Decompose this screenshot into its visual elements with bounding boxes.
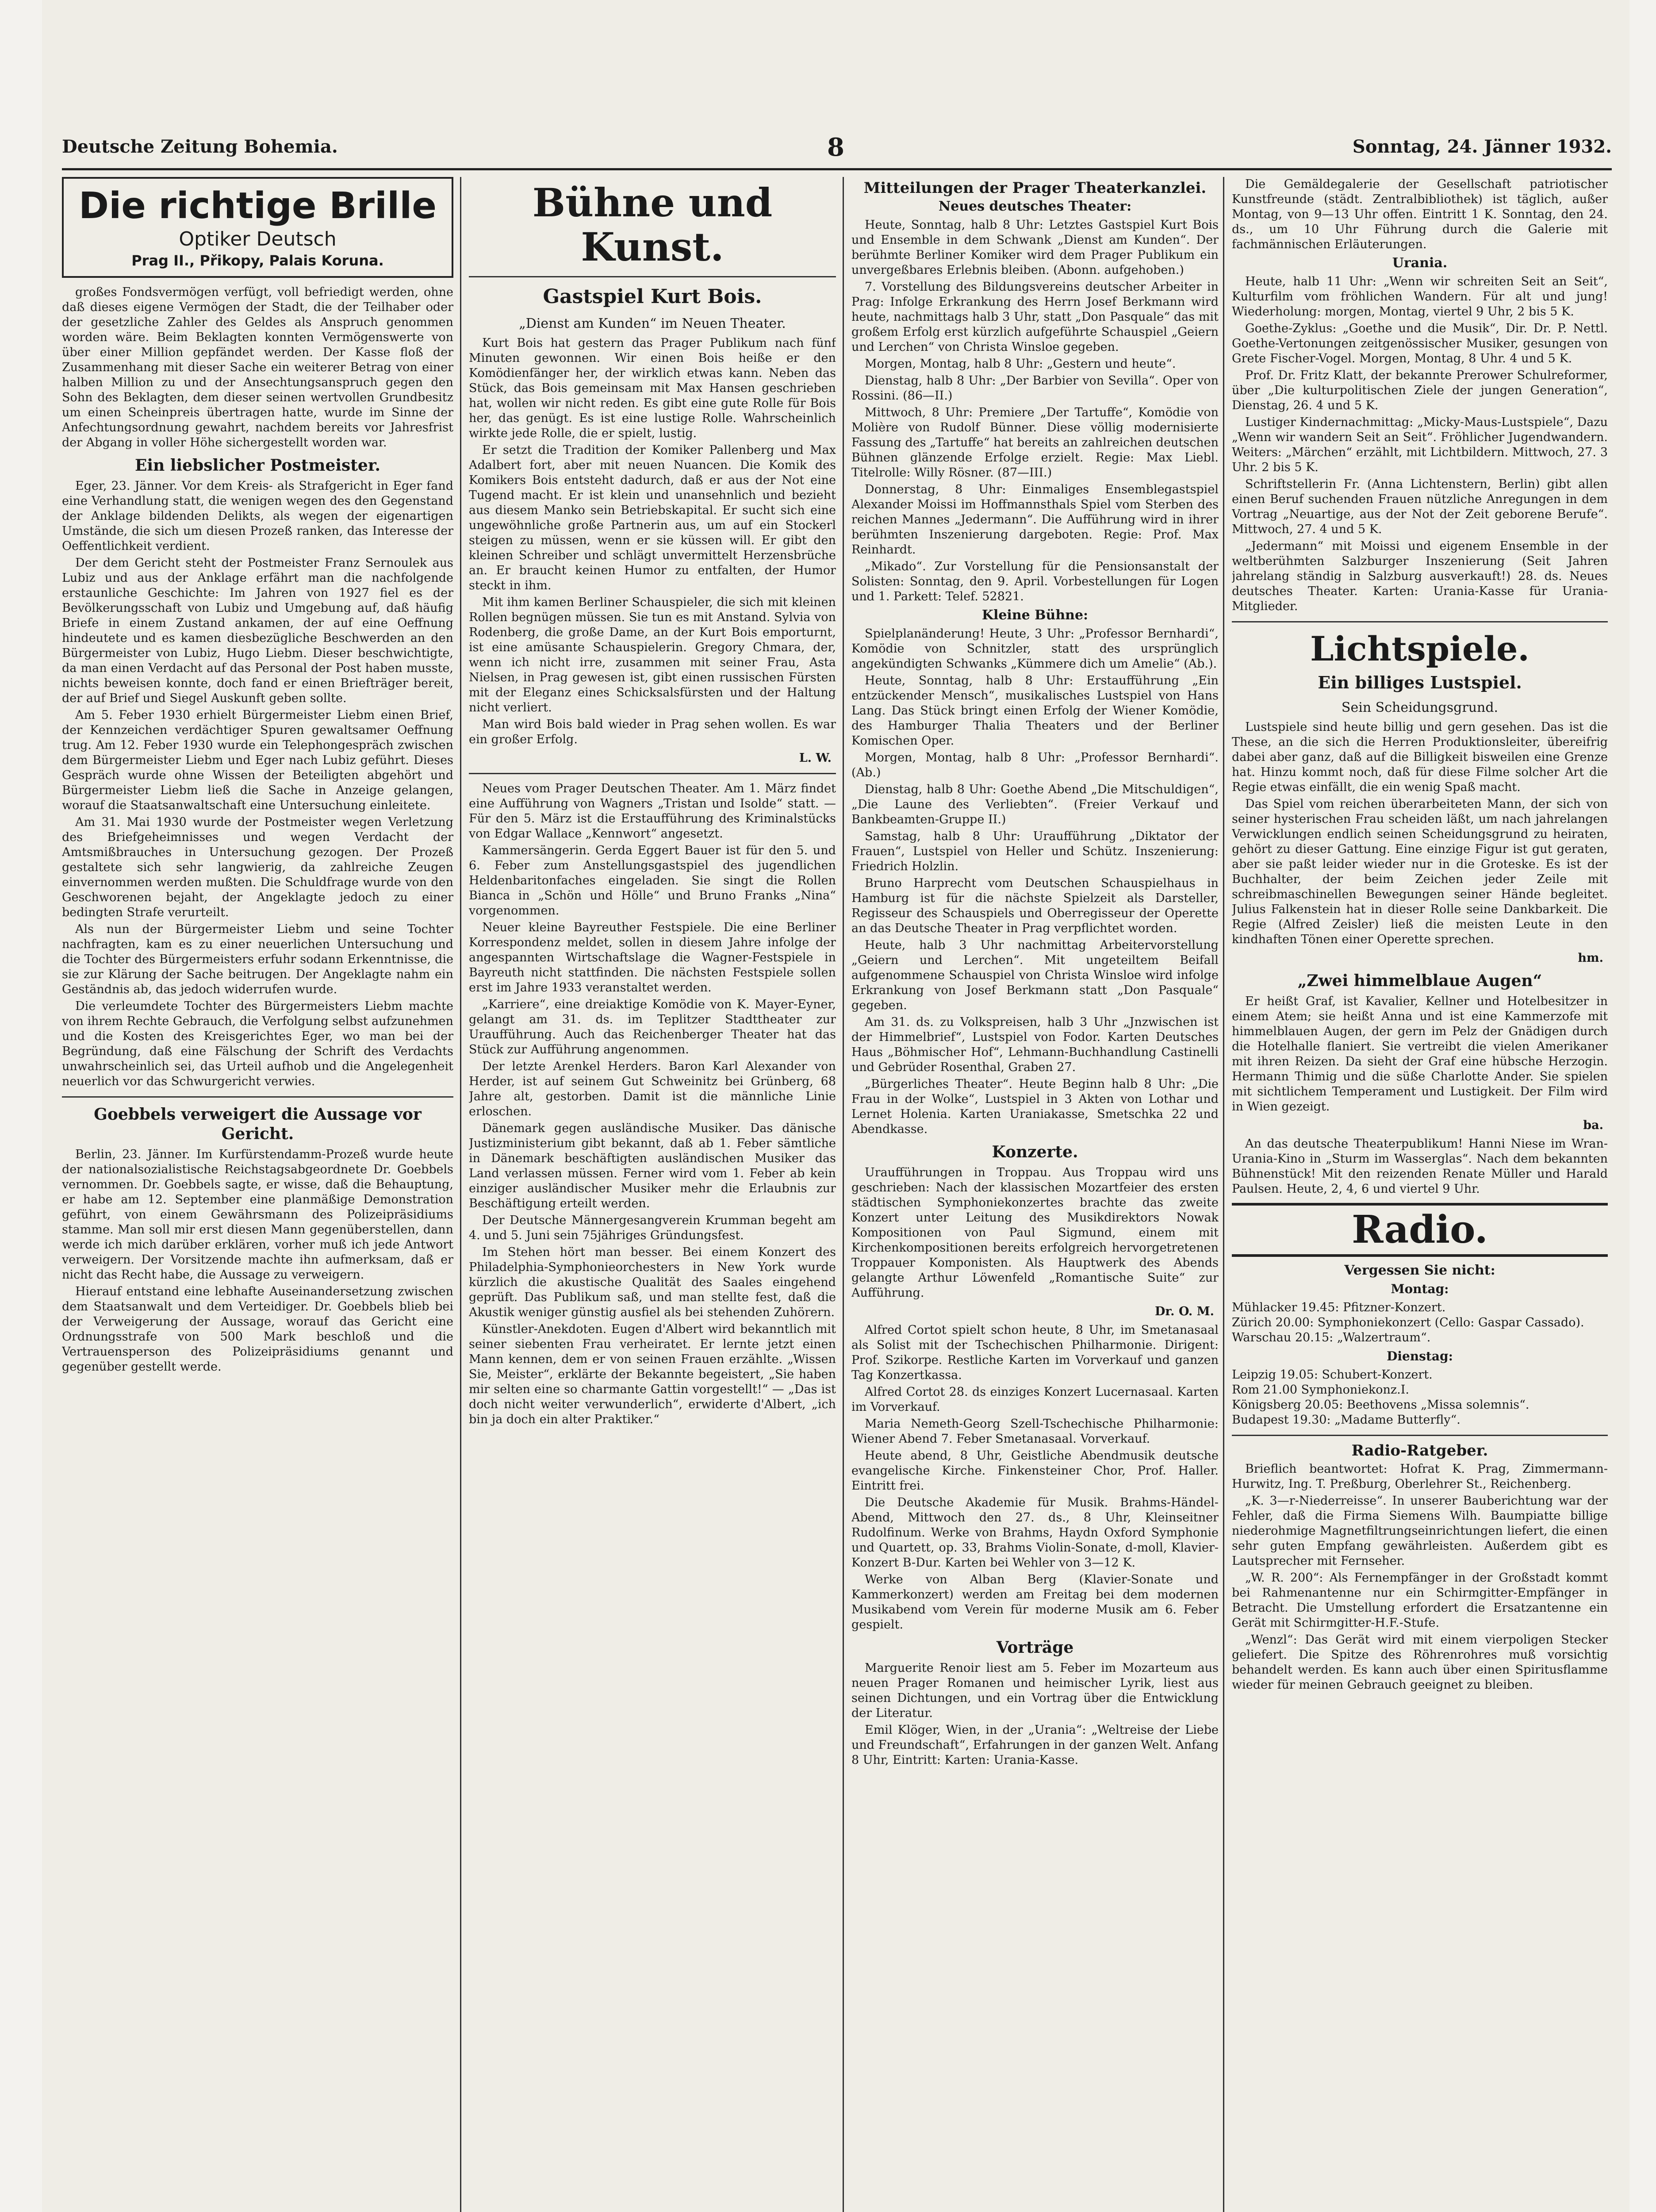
header-rule	[62, 168, 1612, 170]
radio-advisor-heading: Radio-Ratgeber.	[1351, 1442, 1488, 1459]
article-text: „Karriere“, eine dreiaktige Komödie von K. Mayer-Eyner, gelangt am 31. ds. im Teplitzer Stadttheater zur Uraufführung. Auch das Reichenberger Theater hat das Stück zur Aufführung angenommen.	[469, 998, 836, 1056]
divider	[62, 1096, 453, 1098]
radio-subheading: Vergessen Sie nicht:	[1344, 1263, 1495, 1278]
article-text: Donnerstag, 8 Uhr: Einmaliges Ensemblegastspiel Alexander Moissi im Hoffmannsthals Spiel vom Sterben des reichen Mannes „Jedermann“. Die Aufführung wird in ihrer berühmten Inszenierung dargeboten. Regie: Prof. Max Reinhardt.	[851, 483, 1219, 557]
radio-day-heading: Montag:	[1391, 1282, 1449, 1296]
article-text: großes Fondsvermögen verfügt, voll befriedigt werden, ohne daß dieses eigene Vermögen der Stadt, die der Teilhaber oder der gesetzliche Zahler des Geldes als Anspruch genommen worden wäre. Beim Beklagten konnten Vermögenswerte von über einer Million gepfändet werden. Der Kasse floß der Zusammenhang mit dieser Sache ein weiterer Betrag von einer halben Million zu und der Ansechtungsanspruch gegen den Sohn des Beklagten, dem dieser seinen wertvollen Grundbesitz um einen Scheinpreis übertragen hatte, wurde im Sinne der Anfechtungsordnung gewahrt, nachdem bereits vor Jahresfrist der Abgang in voller Höhe sichergestellt worden war.	[62, 285, 453, 449]
article-text: Lustiger Kindernachmittag: „Micky-Maus-Lustspiele“, Dazu „Wenn wir wandern Seit an Seit“. Fröhlicher Jugendwandern. Weiters: „Märchen“ erzählt, mit Lichtbildern. Mittwoch, 27. 3 Uhr. 2 bis 5 K.	[1232, 415, 1608, 474]
article-heading: Gastspiel Kurt Bois.	[543, 285, 762, 308]
article-text: Am 31. Mai 1930 wurde der Postmeister wegen Verletzung des Briefgeheimnisses und wegen Verdacht der Amtsmißbrauches in Untersuchung gezogen. Der Prozeß gestaltete sich sehr langwierig, da zahlreiche Zeugen einvernommen werden mußten. Die Schuldfrage wurde von den Geschworenen bejaht, der Angeklagte jedoch zu einer bedingten Strafe verurteilt.	[62, 815, 453, 919]
column-rule	[460, 177, 461, 2212]
section-title: Bühne und Kunst.	[532, 180, 773, 270]
article-text: Dienstag, halb 8 Uhr: Goethe Abend „Die Mitschuldigen“, „Die Laune des Verliebten“. (Freier Verkauf und Bankbeamten-Gruppe II.)	[851, 783, 1219, 826]
article-text: An das deutsche Theaterpublikum! Hanni Niese im Wran-Urania-Kino in „Sturm im Wasserglas“. Nach dem bekannten Bühnenstück! Mit den reizenden Renate Müller und Harald Paulsen. Heute, 2, 4, 6 und viertel 9 Uhr.	[1232, 1137, 1608, 1196]
article-text: Hierauf entstand eine lebhafte Auseinandersetzung zwischen dem Staatsanwalt und dem Verteidiger. Dr. Goebbels blieb bei der Verweigerung der Aussage, worauf das Gericht eine Ordnungsstrafe von 500 Mark beschloß und die Vertrauensperson des Polizeipräsidiums genannt und gegenüber gestellt werde.	[62, 1285, 453, 1374]
article-text: Spielplanänderung! Heute, 3 Uhr: „Professor Bernhardi“, Komödie von Schnitzler, statt des ursprünglich angekündigten Schwanks „Kümmere dich um Amelie“ (Ab.).	[851, 627, 1219, 671]
column-3	[851, 177, 1219, 2212]
article-text: Er heißt Graf, ist Kavalier, Kellner und Hotelbesitzer in einem Atem; sie heißt Anna und ist eine Kammerzofe mit himmelblauen Augen, der gern im Pelz der Gnädigen durch die Hotelhalle flaniert. Sie vertreibt die vielen Amerikaner mit ihren Reizen. Da sieht der Graf eine hübsche Herzogin. Hermann Thimig und die süße Charlotte Ander. Sie spielen mit sichtlichem Temperament und Lustigkeit. Der Film wird in Wien gezeigt.	[1232, 995, 1608, 1114]
article-text: Alfred Cortot spielt schon heute, 8 Uhr, im Smetanasaal als Solist mit der Tschechischen Philharmonie. Dirigent: Prof. Szikorpe. Restliche Karten im Vorverkauf und ganzen Tag Konzertkassa.	[851, 1323, 1219, 1382]
article-text: Heute, halb 3 Uhr nachmittag Arbeitervorstellung „Geiern und Lerchen“. Mit ungeteiltem Beifall aufgenommene Schauspiel von Christa Winsloe wird infolge Erkrankung von Josef Berkmann statt „Don Pasquale“ gegeben.	[851, 938, 1219, 1012]
divider	[469, 773, 836, 774]
divider	[1232, 1435, 1608, 1436]
article-text: Schriftstellerin Fr. (Anna Lichtenstern, Berlin) gibt allen einen Beruf suchenden Frauen nützliche Anregungen in dem Vortrag „Neuartige, aus der Not der Zeit geborene Berufe“. Mittwoch, 27. 4 und 5 K.	[1232, 477, 1608, 536]
article-text: Alfred Cortot 28. ds einziges Konzert Lucernasaal. Karten im Vorverkauf.	[851, 1385, 1219, 1414]
article-text: Künstler-Anekdoten. Eugen d'Albert wird bekanntlich mit seiner siebenten Frau verheiratet. Er lernte jetzt einen Mann kennen, dem er von seinen Frauen erzählte. „Wissen Sie, Meister“, erklärte der Bekannte begeistert, „Sie haben mir selten eine so charmante Gattin vorgestellt!“ — „Das ist doch nicht weiter verwunderlich“, erwiderte d'Albert, „ich bin ja doch ein alter Praktiker.“	[469, 1322, 836, 1426]
author-signature: ba.	[1583, 1118, 1603, 1132]
page-margin-left	[0, 0, 42, 2212]
divider	[1232, 621, 1608, 622]
article-text: Das Spiel vom reichen überarbeiteten Mann, der sich von seiner hysterischen Frau scheiden läßt, um nach jahrelangen Verwicklungen endlich seinen Scheidungsgrund zu heiraten, gehört zu dieser Gattung. Eine einzige Figur ist gut geraten, aber sie paßt leider wieder nur in die Groteske. Es ist der Buchhalter, der beim Zeichen jeder Zeile mit schreibmaschinellen Bewegungen seiner Hände begleitet. Julius Falkenstein hat in dieser Rolle seine Dankbarkeit. Die Regie (Alfred Zeisler) ließ die meisten Leute in den kindhaften Tönen einer Operette sprechen.	[1232, 797, 1608, 946]
issue-date: Sonntag, 24. Jänner 1932.	[1352, 136, 1612, 157]
article-text: Werke von Alban Berg (Klavier-Sonate und Kammerkonzert) werden am Freitag bei dem modernen Musikabend vom Verein für moderne Musik am 6. Feber gespielt.	[851, 1573, 1219, 1632]
article-text: Brieflich beantwortet: Hofrat K. Prag, Zimmermann-Hurwitz, Ing. T. Preßburg, Oberlehrer St., Reichenberg.	[1232, 1462, 1608, 1491]
radio-section-title: Radio.	[1232, 1203, 1608, 1257]
article-text: Im Stehen hört man besser. Bei einem Konzert des Philadelphia-Symphonieorchesters in New York wurde kürzlich die akustische Qualität des Saales eingehend geprüft. Das Publikum saß, und man stellte fest, daß die Akustik weniger günstig ausfiel als bei stehenden Zuhörern.	[469, 1245, 836, 1319]
page-margin-right	[1629, 0, 1656, 2212]
optician-ad	[62, 177, 453, 278]
article-text: „K. 3—r-Niederreisse“. In unserer Bauberichtung war der Fehler, daß die Firma Siemens Wilh. Baumpiatte billige niederohmige Magnetfiltrungseinrichtungen liefert, die einen sehr guten Empfang gewährleisten. Außerdem gibt es Lautsprecher mit Fernseher.	[1232, 1494, 1608, 1568]
page-header	[62, 133, 1612, 164]
article-text: Lustspiele sind heute billig und gern gesehen. Das ist die These, an die sich die Herren Produktionsleiter, übereifrig dabei aber ganz, daß auf die Billigkeit bisweilen eine Grenze hat. Hinzu kommt noch, daß für diese Filme solcher Art die Regie etwas einfällt, die ein wenig Spaß macht.	[1232, 720, 1608, 794]
section-heading: Konzerte.	[992, 1143, 1078, 1161]
radio-program-item: Leipzig 19.05: Schubert-Konzert.	[1232, 1368, 1433, 1382]
radio-program-item: Königsberg 20.05: Beethovens „Missa solemnis“.	[1232, 1398, 1530, 1412]
article-text: Emil Klöger, Wien, in der „Urania“: „Weltreise der Liebe und Freundschaft“, Erfahrungen in der ganzen Welt. Anfang 8 Uhr, Eintritt: Karten: Urania-Kasse.	[851, 1723, 1219, 1767]
article-text: Die verleumdete Tochter des Bürgermeisters Liebm machte von ihrem Rechte Gebrauch, die Verfolgung selbst aufzunehmen und die Kosten des Kreisgerichtes Eger, wo man bei der Begründung, daß eine Fälschung der Schrift des Verdachts unwahrscheinlich sei, das Urteil aufhob und die Angelegenheit neuerlich vor das Schwurgericht verwies.	[62, 999, 453, 1088]
article-text: Maria Nemeth-Georg Szell-Tschechische Philharmonie: Wiener Abend 7. Feber Smetanasaal. Vorverkauf.	[851, 1417, 1219, 1446]
radio-program-item: Zürich 20.00: Symphoniekonzert (Cello: Gaspar Cassado).	[1232, 1316, 1584, 1329]
article-subheading: Sein Scheidungsgrund.	[1341, 700, 1499, 715]
article-text: Eger, 23. Jänner. Vor dem Kreis- als Strafgericht in Eger fand eine Verhandlung statt, die wenigen wegen des den Gegenstand der Anklage bildenden Delikts, als wegen der eigenartigen Umstände, die sich um diesen Prozeß ranken, das Interesse der Oeffentlichkeit verdient.	[62, 479, 453, 553]
article-text: Heute, Sonntag, halb 8 Uhr: Letztes Gastspiel Kurt Bois und Ensemble in dem Schwank „Dienst am Kunden“. Der berühmte Berliner Komiker wird dem Prager Publikum ein unvergeßbares Erlebnis bleiben. (Abonn. aufgehoben.)	[851, 218, 1219, 277]
article-text: „Wenzl“: Das Gerät wird mit einem vierpoligen Stecker geliefert. Die Spitze des Röhrenrohres muß vorsichtig behandelt werden. Es kann auch über einen Spiritusflamme wieder für meinen Gebrauch geeignet zu bleiben.	[1232, 1633, 1608, 1692]
article-text: Goethe-Zyklus: „Goethe und die Musik“, Dir. Dr. P. Nettl. Goethe-Vertonungen zeitgenössischer Musiker, gesungen von Grete Fischer-Vogel. Morgen, Montag, 8 Uhr. 4 und 5 K.	[1232, 322, 1608, 365]
radio-program-item: Warschau 20.15: „Walzertraum“.	[1232, 1331, 1431, 1344]
newspaper-name: Deutsche Zeitung Bohemia.	[62, 136, 338, 157]
article-text: Morgen, Montag, halb 8 Uhr: „Professor Bernhardi“. (Ab.)	[851, 751, 1219, 780]
article-text: Kurt Bois hat gestern das Prager Publikum nach fünf Minuten gewonnen. Wir einen Bois heiße er den Komödienfänger her, der wirklich etwas kann. Neben das Stück, das Bois gemeinsam mit Max Hansen geschrieben hat, wollen wir nicht reden. Es gibt eine gute Rolle für Bois her, das genügt. Es ist eine lustige Rolle. Wahrscheinlich wirkte jede Rolle, die er spielt, lustig.	[469, 336, 836, 440]
article-text: Der dem Gericht steht der Postmeister Franz Sernoulek aus Lubiz und aus der Anklage erfährt man die nachfolgende erstaunliche Geschichte: Im Jahren von 1927 fiel es der Bevölkerungsschaft von Lubiz und Umgebung auf, daß häufig Briefe in einem Zustand ankamen, der auf eine Oeffnung hindeutete und es kamen diesbezügliche Beschwerden an den Bürgermeister von Lubiz, Hugo Liebm. Dieser beschwichtigte, da man einen Verdacht auf das Personal der Post haben musste, nichts beweisen konnte, doch fand er einen Briefträger bereit, der auf Brief und Siegel Auskunft geben sollte.	[62, 556, 453, 705]
article-text: Uraufführungen in Troppau. Aus Troppau wird uns geschrieben: Nach der klassischen Mozartfeier des ersten städtischen Symphoniekonzertes brachte das zweite Konzert unter Leitung des Musikdirektors Nowak Kompositionen von Paul Sigmund, einem mit Kirchenkompositionen bereits erfolgreich hervorgetretenen Troppauer Komponisten. Als Hauptwerk des Abends gelangte Arthur Löwenfeld „Romantische Suite“ zur Aufführung.	[851, 1166, 1219, 1300]
author-signature: Dr. O. M.	[1155, 1305, 1214, 1318]
section-heading: Vorträge	[996, 1638, 1074, 1657]
article-text: Kammersängerin. Gerda Eggert Bauer ist für den 5. und 6. Feber zum Anstellungsgastspiel des jugendlichen Heldenbaritonfaches eingeladen. Sie singt die Rollen Bianca in „Schön und Hölle“ und Bruno Franks „Nina“ vorgenommen.	[469, 844, 836, 918]
author-signature: hm.	[1578, 951, 1603, 965]
article-text: Dänemark gegen ausländische Musiker. Das dänische Justizministerium gibt bekannt, daß ab 1. Feber sämtliche in Dänemark beschäftigten ausländischen Musiker das Land verlassen müssen. Ferner wird vom 1. Feber ab kein einziger ausländischer Musiker mehr die Erlaubnis zur Beschäftigung erteilt werden.	[469, 1121, 836, 1210]
article-text: Prof. Dr. Fritz Klatt, der bekannte Prerower Schulreformer, über „Die kulturpolitischen Ziele der jungen Generation“, Dienstag, 26. 4 und 5 K.	[1232, 369, 1608, 412]
ad-subtitle: Optiker Deutsch	[179, 228, 337, 250]
article-heading: Ein billiges Lustspiel.	[1318, 672, 1522, 692]
article-text: Der Deutsche Männergesangverein Krumman begeht am 4. und 5. Juni sein 75jähriges Gründungsfest.	[469, 1214, 836, 1242]
article-text: Am 5. Feber 1930 erhielt Bürgermeister Liebm einen Brief, der Kennzeichen verdächtiger Spuren gewaltsamer Oeffnung trug. Am 12. Feber 1930 wurde ein Telephongespräch zwischen dem Bürgermeister Liebm und Eger nach Lubiz geführt. Dieses Gespräch wurde ohne Wissen der Beteiligten abgehört und Bürgermeister Liebm ließ die Sache in Anzeige gelangen, worauf die Staatsanwaltschaft eine Untersuchung einleitete.	[62, 708, 453, 812]
article-text: Am 31. ds. zu Volkspreisen, halb 3 Uhr „Jnzwischen ist der Himmelbrief“, Lustspiel von Fodor. Karten Deutsches Haus „Böhmischer Hof“, Lehmann-Buchhandlung Castinelli und Gebrüder Rosenthal, Graben 27.	[851, 1015, 1219, 1074]
article-text: Marguerite Renoir liest am 5. Feber im Mozarteum aus neuen Prager Romanen und heimischer Lyrik, liest aus seinen Dichtungen, und ein Vortrag über die Entwicklung der Literatur.	[851, 1661, 1219, 1720]
article-text: „Bürgerliches Theater“. Heute Beginn halb 8 Uhr: „Die Frau in der Wolke“, Lustspiel in 3 Akten von Lothar und Lernet Holenia. Karten Uraniakasse, Smetschka 22 und Abendkasse.	[851, 1077, 1219, 1136]
article-heading: Ein liebslicher Postmeister.	[134, 456, 381, 475]
column-1	[62, 177, 453, 2212]
article-text: Mittwoch, 8 Uhr: Premiere „Der Tartuffe“, Komödie von Molière von Rudolf Bünner. Diese völlig modernisierte Fassung des „Tartuffe“ hat bereits an zahlreichen deutschen Bühnen glänzende Erfolge erzielt. Regie: Max Liebl. Titelrolle: Willy Rösner. (87—III.)	[851, 406, 1219, 480]
article-text: Berlin, 23. Jänner. Im Kurfürstendamm-Prozeß wurde heute der nationalsozialistische Reichstagsabgeordnete Dr. Goebbels vernommen. Dr. Goebbels sagte, er wisse, daß die Behauptung, er habe am 12. September eine planmäßige Demonstration geführt, von einem Gewährsmann des Polizeipräsidiums stamme. Man soll mir erst diesen Mann gegenüberstellen, dann werde ich mich darüber erklären, vorher muß ich jede Antwort verweigern. Der Vorsitzende machte ihn aufmerksam, daß er nicht das Recht habe, die Aussage zu verweigern.	[62, 1148, 453, 1282]
column-2	[469, 177, 836, 2212]
radio-program-item: Budapest 19.30: „Madame Butterfly“.	[1232, 1413, 1460, 1427]
article-text: Als nun der Bürgermeister Liebm und seine Tochter nachfragten, kam es zu einer neuerlichen Untersuchung und die Tochter des Bürgermeisters erfuhr sodann Erkenntnisse, die sie zur Klärung der Sache beitrugen. Der Angeklagte nahm ein Geständnis ab, das jedoch widerrufen wurde.	[62, 922, 453, 996]
article-text: Neues vom Prager Deutschen Theater. Am 1. März findet eine Aufführung von Wagners „Tristan und Isolde“ statt. — Für den 5. März ist die Erstaufführung des Kriminalstücks von Edgar Wallace „Kennwort“ angesetzt.	[469, 782, 836, 841]
article-heading: Goebbels verweigert die Aussage vor Gericht.	[94, 1105, 422, 1143]
article-text: Die Gemäldegalerie der Gesellschaft patriotischer Kunstfreunde (städt. Zentralbibliothek) ist täglich, außer Montag, von 9—13 Uhr offen. Eintritt 1 K. Sonntag, den 24. ds., um 10 Uhr Führung durch die Galerie mit fachmännischen Erläuterungen.	[1232, 177, 1608, 251]
ad-address: Prag II., Přikopy, Palais Koruna.	[131, 252, 384, 269]
article-text: Dienstag, halb 8 Uhr: „Der Barbier von Sevilla“. Oper von Rossini. (86—II.)	[851, 374, 1219, 403]
article-text: Samstag, halb 8 Uhr: Uraufführung „Diktator der Frauen“, Lustspiel von Heller und Schütz. Inszenierung: Friedrich Holzlin.	[851, 830, 1219, 873]
article-text: Der letzte Arenkel Herders. Baron Karl Alexander von Herder, ist auf seinem Gut Schweinitz bei Grünberg, 68 Jahre alt, gestorben. Damit ist die männliche Linie erloschen.	[469, 1060, 836, 1118]
article-heading: „Zwei himmelblaue Augen“	[1297, 972, 1542, 990]
article-text: Er setzt die Tradition der Komiker Pallenberg und Max Adalbert fort, aber mit neuen Nuancen. Die Komik des Komikers Bois entsteht dadurch, daß er aus der Not eine Tugend macht. Er ist klein und unansehnlich und bezieht aus diesem Manko sein Betriebskapital. Er sucht sich eine ungewöhnliche große Partnerin aus, um auf ein Stockerl steigen zu müssen, wenn er sie küssen will. Er gibt den kleinen Schreiber und schlägt unvermittelt Herzensbrüche an. Er braucht keinen Humor zu entfalten, der Humor steckt in ihm.	[469, 443, 836, 592]
article-text: „Jedermann“ mit Moissi und eigenem Ensemble in der weltberühmten Salzburger Inszenierung (Seit Jahren jahrelang ständig in Salzburg ausverkauft!) 28. ds. Neues deutsches Theater. Karten: Urania-Kasse für Urania-Mitglieder.	[1232, 539, 1608, 613]
section-title: Mitteilungen der Prager Theaterkanzlei.	[863, 179, 1207, 197]
column-rule	[843, 177, 844, 2212]
radio-program-item: Rom 21.00 Symphoniekonz.I.	[1232, 1383, 1409, 1397]
section-subheading: Urania.	[1392, 255, 1448, 271]
author-signature: L. W.	[799, 751, 832, 765]
section-subheading: Kleine Bühne:	[981, 607, 1089, 623]
article-text: Heute, halb 11 Uhr: „Wenn wir schreiten Seit an Seit“, Kulturfilm vom fröhlichen Wandern. Für alt und jung! Wiederholung: morgen, Montag, viertel 9 Uhr, 2 bis 5 K.	[1232, 275, 1608, 319]
article-text: „Mikado“. Zur Vorstellung für die Pensionsanstalt der Solisten: Sonntag, den 9. April. Vorbestellungen für Logen und 1. Parkett: Telef. 52821.	[851, 560, 1219, 603]
column-rule	[1223, 177, 1224, 2212]
radio-day-heading: Dienstag:	[1387, 1349, 1453, 1363]
article-text: Die Deutsche Akademie für Musik. Brahms-Händel-Abend, Mittwoch den 27. ds., 8 Uhr, Kleinseitner Rudolfinum. Werke von Brahms, Haydn Oxford Symphonie und Quartett, op. 33, Brahms Violin-Sonate, d-moll, Klavier-Konzert B-Dur. Karten bei Wehler von 3—12 K.	[851, 1496, 1219, 1570]
ad-title: Die richtige Brille	[79, 185, 437, 227]
article-text: Neuer kleine Bayreuther Festspiele. Die eine Berliner Korrespondenz meldet, sollen in diesem Jahre infolge der angespannten Wirtschaftslage die Wagner-Festspiele in Bayreuth nicht stattfinden. Die nächsten Festspiele sollen erst im Jahre 1933 veranstaltet werden.	[469, 921, 836, 995]
page-number: 8	[827, 133, 844, 162]
section-title: Lichtspiele.	[1310, 629, 1530, 668]
article-text: Man wird Bois bald wieder in Prag sehen wollen. Es war ein großer Erfolg.	[469, 718, 836, 746]
divider	[469, 276, 836, 277]
article-text: Heute abend, 8 Uhr, Geistliche Abendmusik deutsche evangelische Kirche. Finkensteiner Chor, Prof. Haller. Eintritt frei.	[851, 1449, 1219, 1493]
column-4	[1232, 177, 1608, 2212]
article-text: 7. Vorstellung des Bildungsvereins deutscher Arbeiter in Prag: Infolge Erkrankung des Herrn Josef Berkmann wird heute, nachmittags halb 3 Uhr, statt „Don Pasquale“ das mit großem Erfolg erst kürzlich aufgeführte Schauspiel „Geiern und Lerchen“ von Christa Winsloe gegeben.	[851, 280, 1219, 354]
article-text: Bruno Harprecht vom Deutschen Schauspielhaus in Hamburg ist für die nächste Spielzeit als Darsteller, Regisseur des Schauspiels und Oberregisseur der Operette an das Deutsche Theater in Prag verpflichtet worden.	[851, 876, 1219, 935]
article-text: „W. R. 200“: Als Fernempfänger in der Großstadt kommt bei Rahmenantenne nur ein Schirmgitter-Empfänger in Betracht. Die Umstellung erfordert die Ersatzantenne ein Gerät mit Schirmgitter-H.F.-Stufe.	[1232, 1571, 1608, 1630]
article-text: Morgen, Montag, halb 8 Uhr: „Gestern und heute“.	[865, 357, 1176, 371]
article-text: Heute, Sonntag, halb 8 Uhr: Erstaufführung „Ein entzückender Mensch“, musikalisches Lustspiel von Hans Lang. Das Stück bringt einen Erfolg der Wiener Komödie, des Hamburger Thalia Theaters und der Berliner Komischen Oper.	[851, 674, 1219, 748]
article-text: Mit ihm kamen Berliner Schauspieler, die sich mit kleinen Rollen begnügen müssen. Sie tun es mit Anstand. Sylvia von Rodenberg, die große Dame, an der Kurt Bois emporturnt, ist eine amüsante Schauspielerin. Gregory Chmara, der, wenn ich nicht irre, zusammen mit seiner Frau, Asta Nielsen, in Prag gewesen ist, gibt einen russischen Fürsten mit der Eleganz eines Schicksalsfürsten und der Haltung nicht verliert.	[469, 595, 836, 714]
section-subheading: Neues deutsches Theater:	[938, 199, 1132, 214]
article-subheading: „Dienst am Kunden“ im Neuen Theater.	[519, 316, 786, 331]
radio-program-item: Mühlacker 19.45: Pfitzner-Konzert.	[1232, 1301, 1446, 1314]
